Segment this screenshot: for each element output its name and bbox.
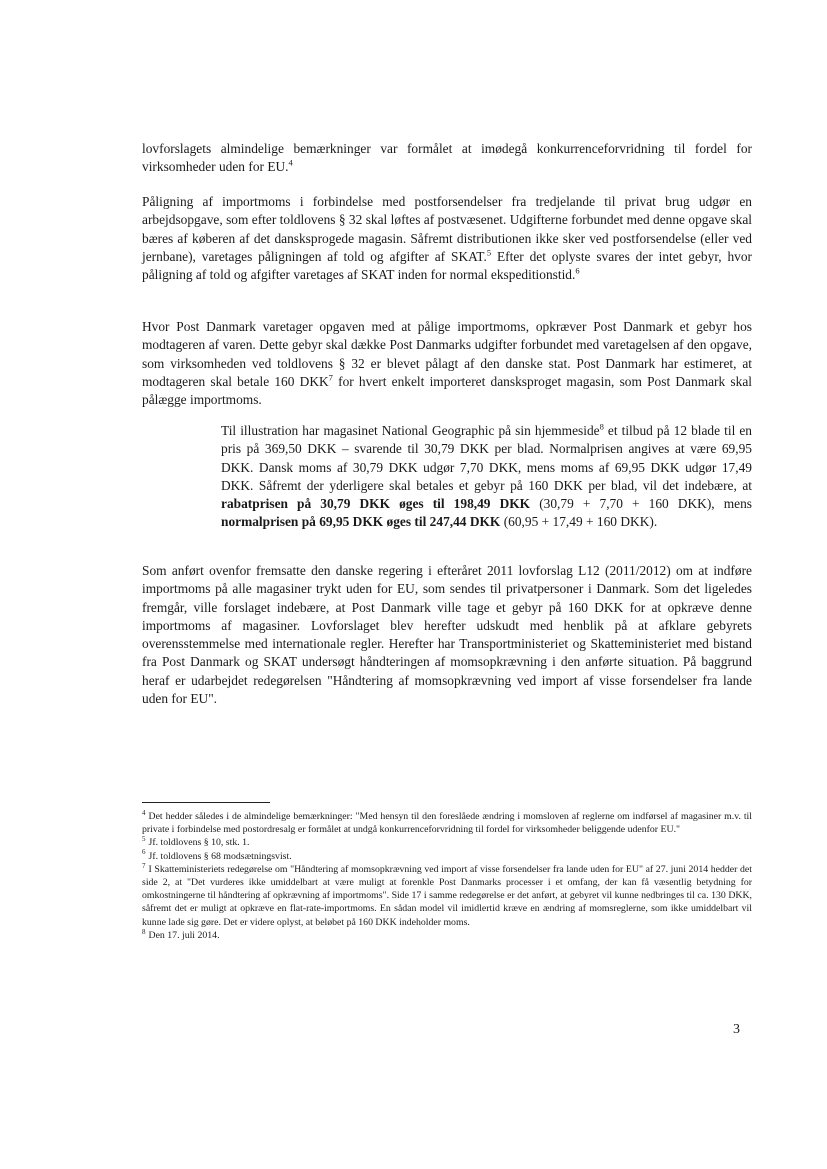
footnote-ref-4: 4 xyxy=(288,157,293,168)
footnote-7: $^7$ I Skatteministeriets redegørelse om "Håndtering af momsopkrævning ved import af visse forsendelser fra lande uden for EU" af 27. juni 2014 hedder det side 2, at "Det vurderes ikke umiddelbart at være muligt at forenkle Post Danmarks processer i et omfang, der kan få væsentlig betydning for omkostningerne til håndtering af opkrævning af importmoms". Side 17 i samme redegørelse er det anført, at gebyret vil kunne nedbringes til ca. 130 DKK, såfremt det er muligt at opkræve en flat-rate-importmoms. En sådan model vil imidlertid kræve en ændring af momsreglerne, som ikke umiddelbart vil kunne lade sig gøre. Det er videre oplyst, at beløbet på 160 DKK indeholder moms. xyxy=(142,861,752,928)
footnote-ref-7: 7 xyxy=(328,372,333,383)
paragraph-importmoms-paaligning: Påligning af importmoms i forbindelse med postforsendelser fra tredjelande til privat brug udgør en arbejdsopgave, som efter toldlovens § 32 skal løftes af postvæsenet. Udgifterne forbundet med denne opgave skal bæres af køberen af det dansksprogede magasin. Såfremt distributionen ikke sker ved postforsendelse (eller ved jernbane), varetages påligningen af told og afgifter af SKAT.$^5$ Efter det oplyste svares der intet gebyr, hvor påligning af told og afgifter varetages af SKAT inden for normal ekspeditionstid.$^6$ xyxy=(142,194,752,283)
paragraph-lovforslag-l12: Som anført ovenfor fremsatte den danske regering i efteråret 2011 lovforslag L12 (2011/2012) om at indføre importmoms på alle magasiner trykt uden for EU, som sendes til privatpersoner i Danmark. Som det ligeledes fremgår, ville forslaget indebære, at Post Danmark ville tage et gebyr på 160 DKK for at opkræve denne importmoms af magasiner. Lovforslaget blev herefter udskudt med henblik på at afklare gebyrets overensstemmelse med internationale regler. Herefter har Transportministeriet og Skatteministeriet med bistand fra Post Danmark og SKAT undersøgt håndteringen af momsopkrævning i den anførte situation. På baggrund heraf er udarbejdet redegørelsen "Håndtering af momsopkrævning ved import af visse forsendelser fra lande uden for EU". xyxy=(142,563,752,707)
footnotes xyxy=(142,810,752,942)
footnote-8: $^8$ Den 17. juli 2014. xyxy=(142,927,220,941)
footnote-ref-6: 6 xyxy=(575,265,580,276)
page-number: 3 xyxy=(733,1022,740,1037)
footnote-ref-5: 5 xyxy=(486,247,492,258)
footnote-6: $^6$ Jf. toldlovens § 68 modsætningsvist. xyxy=(142,848,292,862)
paragraph-intro: lovforslagets almindelige bemærkninger var formålet at imødegå konkurrenceforvridning til fordel for virksomheder uden for EU.$^4$ xyxy=(142,141,752,175)
illustration-quote: Til illustration har magasinet National Geographic på sin hjemmeside$^8$ et tilbud på 12 blade til en pris på 369,50 DKK – svarende til 30,79 DKK per blad. Normalprisen angives at være 69,95 DKK. Dansk moms af 30,79 DKK udgør 7,70 DKK, mens moms af 69,95 DKK udgør 17,49 DKK. Såfremt der yderligere skal betales et gebyr på 160 DKK per blad, vil det indebære, at rabatprisen på 30,79 DKK øges til 198,49 DKK (30,79 + 7,70 + 160 DKK), mens normalprisen på 69,95 DKK øges til 247,44 DKK (60,95 + 17,49 + 160 DKK). xyxy=(221,421,753,530)
footnote-ref-8: 8 xyxy=(599,421,604,432)
bold-rabatpris: rabatprisen på 30,79 DKK øges til 198,49 DKK xyxy=(221,496,531,512)
footnote-4: $^4$ Det hedder således i de almindelige bemærkninger: "Med hensyn til den foreslåede ændring i momsloven af reglerne om indførsel af magasiner m.v. til private i forbindelse med postordresalg er formålet at undgå konkurrenceforvridning til fordel for virksomheder beliggende udenfor EU." xyxy=(142,808,752,836)
footnote-separator xyxy=(142,802,270,803)
footnote-5: $^5$ Jf. toldlovens § 10, stk. 1. xyxy=(142,835,250,849)
bold-normalpris: normalprisen på 69,95 DKK øges til 247,44 DKK xyxy=(221,514,501,530)
paragraph-post-danmark-gebyr: Hvor Post Danmark varetager opgaven med at pålige importmoms, opkræver Post Danmark et gebyr hos modtageren af varen. Dette gebyr skal dække Post Danmarks udgifter forbundet med varetagelsen af den opgave, som virksomheden ved toldlovens § 32 er blevet pålagt af den danske stat. Post Danmark har estimeret, at modtageren skal betale 160 DKK$^7$ for hvert enkelt importeret dansksproget magasin, som Post Danmark skal pålægge importmoms. xyxy=(142,319,752,408)
